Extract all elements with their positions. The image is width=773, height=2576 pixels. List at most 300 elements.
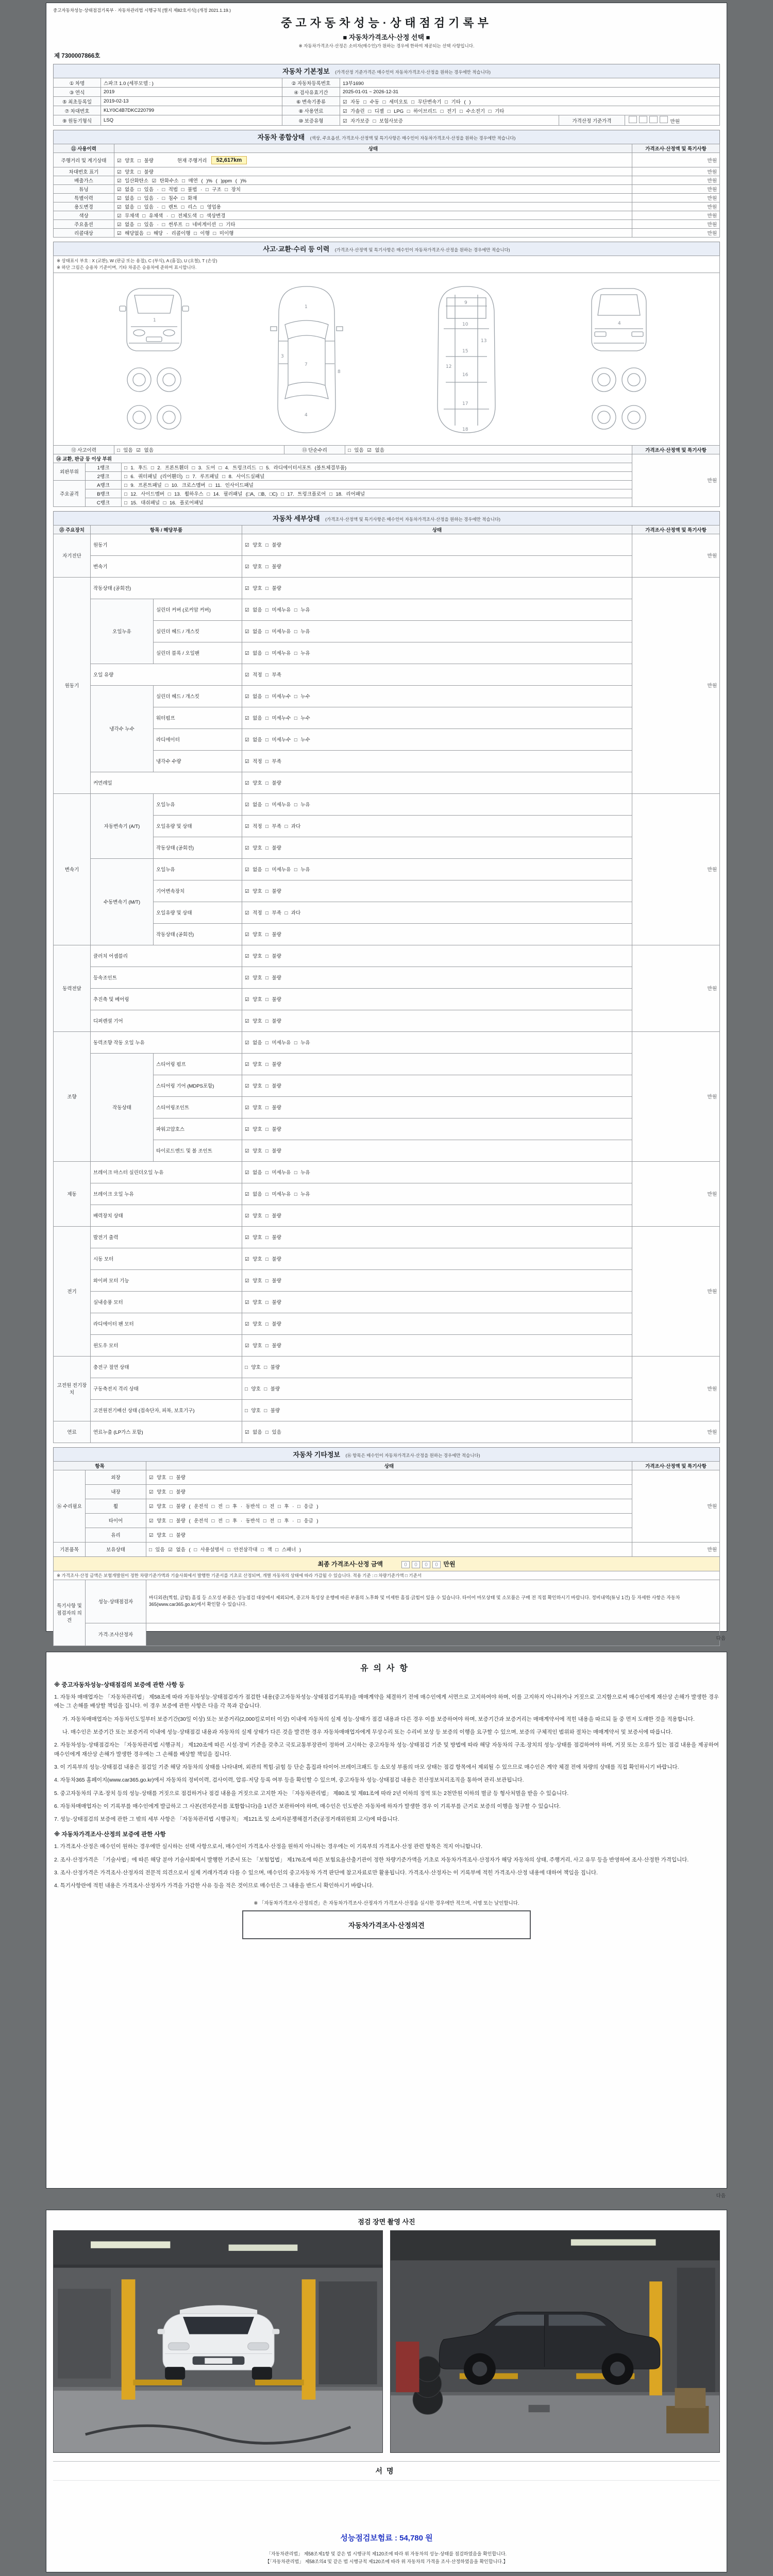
- section-note: (가격조사·산정액 및 특기사항은 매수인이 자동차가격조사·산정을 원하는 경우에만 적습니다): [325, 516, 500, 522]
- section-note: (가격산정 기준가격은 매수인이 자동차가격조사·산정을 원하는 경우에만 적습니다): [335, 70, 491, 75]
- field-value: ☑ 가솔린 □ 디젤 □ LPG □ 하이브리드 □ 전기 □ 수소전기 □ 기타: [340, 106, 720, 115]
- notice-paragraph: 가. 자동차매매업자는 자동차인도일부터 보증기간(30일 이상) 또는 보증거리(2,000킬로미터 이상) 이내에 자동차의 실제 성능·상태가 점검 내용과 다른 경우 이를 보증하여야 하며, 보증기간과 보증거리는 매매계약서에 적힌 내용을 따르되 둘 중 먼저 도래한 것을 적용합니다.: [62, 1716, 695, 1722]
- final-price-note: ※ 가격조사·산정 금액은 보험개발원이 정한 차량기준가액과 기술사회에서 발행한 기준서를 기초로 산정되며, 개별 자동차의 상태에 따라 가감될 수 있습니다. 적용 기준 : □ 차량기준가액 □ 기준서: [53, 1571, 720, 1580]
- exchange-section-label: ⑭ 교환, 판금 등 이상 부위: [54, 454, 632, 463]
- legal-line: 「자동차관리법」 제58조제1항 및 같은 법 시행규칙 제120조에 따라 위 자동차의 성능·상태를 점검하였음을 확인합니다.: [266, 2551, 507, 2556]
- status-cell: □ 양호 □ 불량: [242, 1356, 632, 1378]
- table-row: [54, 642, 720, 664]
- status-cell: ☑ 해당없음 □ 해당 · 리콜이행 □ 이행 □ 미이행: [114, 229, 632, 238]
- car-diagram-underbody-view: [415, 279, 518, 439]
- status-cell: ☑ 양호 □ 불량: [242, 1205, 632, 1226]
- inspection-photo-front: [53, 2230, 383, 2453]
- table-row: [54, 1528, 720, 1542]
- price-digit-box: [649, 116, 658, 123]
- price-cell: 만원: [632, 577, 720, 793]
- status-cell: ☑ 양호 □ 불량: [242, 555, 632, 577]
- field-value: ☑ 자동 □ 수동 □ 세미오토 □ 무단변속기 □ 기타 ( ): [340, 97, 720, 106]
- final-price-value: [400, 1560, 456, 1568]
- notice-paragraph: 3. 조사·산정가격은 가격조사·산정자의 전문적 의견으로서 실제 거래가격과 다를 수 있으며, 매수인의 중고자동차 가격 판단에 참고자료로만 활용됩니다. 가격조사·산정자는 이 기록부에 적힌 가격조사·산정 내용에 대하여 책임을 집니다.: [54, 1870, 598, 1876]
- status-cell: ☑ 일산화탄소 ☑ 탄화수소 □ 매연 ( )% ( )ppm ( )%: [114, 176, 632, 185]
- next-page-link[interactable]: 다음: [716, 2193, 726, 2199]
- column-header: 항목: [54, 1461, 146, 1470]
- item-label: ⑫ 사고이력: [54, 445, 114, 454]
- field-label: ⑦ 차대번호: [54, 106, 101, 115]
- section-title: 자동차 기본정보: [282, 67, 330, 75]
- remarks-table: [53, 1580, 720, 1646]
- table-row: [54, 945, 720, 967]
- accident-history-table: [53, 445, 720, 454]
- rank-label: B랭크: [86, 489, 122, 498]
- item-cell: 변속기: [91, 555, 242, 577]
- status-cell: ☑ 적정 □ 부족: [242, 664, 632, 685]
- table-row: [54, 445, 720, 454]
- status-cell: ☑ 양호 □ 불량: [242, 1118, 632, 1140]
- item-cell: 연료누출 (LP가스 포함): [91, 1421, 242, 1443]
- item-cell: 파워고압호스: [154, 1118, 242, 1140]
- table-row: [54, 880, 720, 902]
- notice-paragraph: 1. 가격조사·산정은 매수인이 원하는 경우에만 실시하는 선택 사항으로서, 매수인이 가격조사·산정을 원하지 아니하는 경우에는 이 기록부의 가격조사·산정 관련 항목은 적지 아니합니다.: [54, 1843, 483, 1850]
- table-row: [54, 1140, 720, 1161]
- detail-condition-table: [53, 525, 720, 1443]
- svg-text:1: 1: [153, 317, 157, 323]
- mileage-value-box: [211, 156, 247, 164]
- photo-row: [53, 2230, 720, 2453]
- column-header: 항목 / 해당부품: [91, 525, 242, 534]
- signature-title: 서명: [53, 2462, 720, 2481]
- item-cell: 시동 모터: [91, 1248, 242, 1269]
- status-cell: ☑ 없음 □ 있음: [242, 1421, 632, 1443]
- status-cell: ☑ 없음 □ 미세누유 □ 누유: [242, 1183, 632, 1205]
- item-label: 외장: [86, 1470, 146, 1484]
- car-diagram-rear-view: [575, 279, 663, 439]
- status-cell: ☑ 적정 □ 부족 □ 과다: [242, 902, 632, 923]
- notice-paragraph: 2. 자동차성능·상태점검자는 「자동차관리법 시행규칙」 제120조에 따른 시설·장비 기준을 갖추고 국토교통부장관이 정하여 고시하는 중고자동차 성능·상태점검 기준 및 방법에 따라 해당 자동차의 구조·장치의 성능·상태를 점검하여야 하며, 거짓 또는 오류가 있는 점검 내용을 제공하여 매수인에게 재산상 손해가 발생한 경우에는 그 손해를 배상할 책임을 집니다.: [54, 1742, 719, 1757]
- status-cell: [114, 153, 632, 167]
- table-row: [54, 176, 720, 185]
- status-cell: □ 있음 ☑ 없음 ( □ 사용설명서 □ 안전삼각대 □ 잭 □ 스패너 ): [146, 1542, 632, 1556]
- status-cell: ☑ 양호 □ 불량: [242, 1334, 632, 1356]
- item-cell: 윈도우 모터: [91, 1334, 242, 1356]
- group-label: ⑯ 수리필요: [54, 1470, 86, 1542]
- table-row: [54, 858, 720, 880]
- table-row: [54, 1470, 720, 1484]
- section-note: (색상, 주요옵션, 가격조사·산정액 및 특기사항은 매수인이 자동차가격조사·산정을 원하는 경우에만 적습니다): [310, 135, 516, 141]
- item-cell: 발전기 출력: [91, 1226, 242, 1248]
- rank-label: C랭크: [86, 498, 122, 506]
- notice-paragraph: 1. 자동차 매매업자는 「자동차관리법」 제58조에 따라 자동차성능·상태점검자가 점검한 내용(중고자동차성능·상태점검기록부)을 매매계약을 체결하기 전에 매수인에게 서면으로 고지하여야 하며, 이를 고지하지 아니하거나 거짓으로 고지함으로써 매수인에게 재산상 손해가 발생한 경우에는 그 손해를 배상할 책임을 집니다. 이 경우 보증에 관한 사항은 다음 각 목과 같습니다.: [54, 1694, 719, 1709]
- status-cell: ☑ 양호 □ 불량: [242, 1313, 632, 1334]
- field-label: ⑨ 원동기형식: [54, 115, 101, 126]
- table-row: [54, 1205, 720, 1226]
- status-cell: ☑ 무채색 □ 유채색 · □ 전체도색 □ 색상변경: [114, 211, 632, 220]
- table-header-row: [54, 525, 720, 534]
- status-checkboxes: ☑ 양호 □ 불량: [117, 158, 154, 164]
- table-row: [54, 78, 720, 88]
- table-row: [54, 1378, 720, 1399]
- item-cell: 브레이크 오일 누유: [91, 1183, 242, 1205]
- car-diagram-box: [53, 273, 720, 446]
- price-cell: 만원: [632, 153, 720, 167]
- field-value: 2019: [101, 88, 282, 97]
- price-opinion-box: 자동차가격조사·산정의견: [242, 1910, 531, 1939]
- section-title: 자동차 기타정보: [293, 1450, 340, 1459]
- item-label: 보유상태: [86, 1542, 146, 1556]
- status-cell: ☑ 양호 □ 불량 ( 운전석 □ 전 □ 후 · 동반석 □ 전 □ 후 · □ 응급 ): [146, 1513, 632, 1528]
- subgroup-label: 자동변속기 (A/T): [91, 793, 154, 858]
- price-unit: 만원: [670, 119, 680, 125]
- notice-paragraph: 6. 자동차매매업자는 이 기록부를 매수인에게 발급하고 그 사본(전자문서를 포함합니다)을 1년간 보관하여야 하며, 매수인은 인도받은 자동차에 하자가 발생한 경우 이 기록부를 근거로 보증의 이행을 청구할 수 있습니다.: [54, 1803, 561, 1809]
- column-header: ⑪ 사용이력: [54, 144, 114, 153]
- table-row: [54, 664, 720, 685]
- notice-paragraph: 4. 특기사항란에 적힌 내용은 가격조사·산정자가 가격을 가감한 사유 등을 적은 것이므로 매수인은 그 내용을 반드시 확인하시기 바랍니다.: [54, 1883, 374, 1889]
- price-digit-box: [639, 116, 647, 123]
- field-value: 스파크 1.0 (세부모델 : ): [101, 78, 282, 88]
- field-label: 가격산정 기준가격: [559, 115, 625, 126]
- document-number: 제 7300007866호: [54, 53, 100, 59]
- item-cell: 오일 유량: [91, 664, 242, 685]
- device-group: 제동: [54, 1161, 91, 1226]
- field-label: ⑤ 최초등록일: [54, 97, 101, 106]
- item-label: 용도변경: [54, 202, 114, 211]
- price-digit-box: [629, 116, 637, 123]
- remarks-group-label: 특기사항 및 점검자의 의견: [54, 1580, 86, 1646]
- item-cell: 오일누유: [154, 858, 242, 880]
- table-header-row: [54, 144, 720, 153]
- status-cell: ☑ 양호 □ 불량: [242, 1248, 632, 1269]
- table-row: [54, 202, 720, 211]
- subgroup-label: 오일누유: [91, 599, 154, 664]
- table-row: [54, 153, 720, 167]
- subgroup-label: 수동변속기 (M/T): [91, 858, 154, 945]
- item-label: 튜닝: [54, 185, 114, 194]
- etc-info-table: [53, 1461, 720, 1557]
- status-cell: ☑ 양호 □ 불량: [146, 1484, 632, 1499]
- price-cell: 만원: [632, 167, 720, 176]
- mileage-value: 52,617: [216, 157, 234, 163]
- item-cell: 브레이크 마스터 실린더오일 누유: [91, 1161, 242, 1183]
- item-cell: 추진축 및 베어링: [91, 988, 242, 1010]
- status-cell: ☑ 양호 □ 불량: [242, 1075, 632, 1096]
- item-cell: 라디에이터: [154, 728, 242, 750]
- mileage-current-label: 현재 주행거리: [177, 158, 207, 164]
- page-subtitle: ■ 자동차가격조사·산정 선택 ■: [343, 33, 430, 41]
- table-row: [54, 1542, 720, 1556]
- price-cell: 만원: [632, 229, 720, 238]
- status-cell: ☑ 없음 □ 미세누유 □ 누유: [242, 642, 632, 664]
- status-cell: ☑ 양호 □ 불량: [242, 1140, 632, 1161]
- item-cell: 작동상태 (공회전): [91, 577, 242, 599]
- table-row: [54, 1313, 720, 1334]
- column-header: 상태: [114, 144, 632, 153]
- price-digit-box: [660, 116, 668, 123]
- price-cell: 만원: [632, 194, 720, 202]
- table-row: [54, 1183, 720, 1205]
- status-cell: ☑ 양호 □ 불량: [242, 1010, 632, 1031]
- table-row: [54, 229, 720, 238]
- item-cell: 스티어링 펌프: [154, 1053, 242, 1075]
- device-group: 동력전달: [54, 945, 91, 1031]
- table-row: [54, 1010, 720, 1031]
- table-row: [54, 772, 720, 793]
- item-label: 휠: [86, 1499, 146, 1513]
- section-overall-header: [53, 130, 720, 144]
- price-digit-box: 0: [422, 1561, 430, 1568]
- field-value: 2019-02-13: [101, 97, 282, 106]
- mileage-unit: km: [233, 157, 242, 163]
- table-row: [54, 728, 720, 750]
- field-value: LSQ: [101, 115, 282, 126]
- price-cell: 만원: [632, 454, 720, 506]
- item-cell: 디퍼렌셜 기어: [91, 1010, 242, 1031]
- price-cell: 만원: [632, 793, 720, 945]
- next-page-link[interactable]: 다음: [716, 1636, 726, 1641]
- column-header: 가격조사·산정액 및 특기사항: [632, 1461, 720, 1470]
- table-header-row: [54, 1461, 720, 1470]
- table-row: [54, 1096, 720, 1118]
- status-cell: ☑ 양호 □ 불량: [242, 1226, 632, 1248]
- group-label: 주요골격: [54, 480, 86, 506]
- table-row: [54, 1291, 720, 1313]
- table-row: [54, 750, 720, 772]
- table-row: [54, 1499, 720, 1513]
- field-value: 13부1690: [340, 78, 720, 88]
- svg-text:4: 4: [304, 412, 308, 418]
- section-basic-header: [53, 64, 720, 78]
- column-header: 가격조사·산정액 및 특기사항: [632, 144, 720, 153]
- item-label: 타이어: [86, 1513, 146, 1528]
- price-digit-box: 0: [401, 1561, 410, 1568]
- inspection-insurance-fee: 성능점검보험료 : 54,780 원: [340, 2534, 433, 2543]
- status-cell: ☑ 없음 □ 미세누수 □ 누수: [242, 685, 632, 707]
- photo-sign-panel: [46, 2210, 727, 2572]
- photo-underbody-svg: [391, 2231, 719, 2452]
- item-cell: 등속조인트: [91, 967, 242, 988]
- main-form-panel: [46, 3, 727, 1638]
- item-label: 주행거리 및 계기상태: [54, 153, 114, 167]
- notice-part1-title: ※ 중고자동차성능·상태점검의 보증에 관한 사항 등: [54, 1682, 185, 1688]
- price-cell: 만원: [632, 1356, 720, 1421]
- status-cell: ☑ 양호 □ 불량: [242, 1269, 632, 1291]
- status-cell: ☑ 양호 □ 불량: [242, 967, 632, 988]
- status-cell: ☑ 양호 □ 불량: [242, 1291, 632, 1313]
- price-cell: 만원: [632, 1031, 720, 1161]
- final-price-row: [53, 1556, 720, 1571]
- field-label: ⑩ 보증유형: [282, 115, 340, 126]
- status-cell: ☑ 적정 □ 부족 □ 과다: [242, 815, 632, 837]
- legal-line: 【「자동차관리법」 제58조의4 및 같은 법 시행규칙 제120조에 따라 위 자동차의 가격을 조사·산정하였음을 확인합니다.】: [265, 2559, 508, 2565]
- rank-label: 1랭크: [86, 463, 122, 471]
- status-cell: ☑ 없음 □ 미세누유 □ 누유: [242, 1031, 632, 1053]
- overall-condition-table: [53, 144, 720, 238]
- table-row: [54, 1075, 720, 1096]
- section-etc-header: [53, 1447, 720, 1462]
- appraiser-label: 가격·조사산정자: [86, 1623, 146, 1646]
- rank-items: □ 6. 쿼터패널 (리어휀더) □ 7. 루프패널 □ 8. 사이드실패널: [122, 471, 632, 480]
- section-note: (⑯ 항목은 매수인이 자동차가격조사·산정을 원하는 경우에만 적습니다): [345, 1452, 480, 1458]
- table-row: [54, 793, 720, 815]
- page-title: 중고자동차성능·상태점검기록부: [281, 16, 492, 29]
- table-row: [54, 1031, 720, 1053]
- table-row: [54, 685, 720, 707]
- item-cell: 실린더 헤드 / 개스킷: [154, 620, 242, 642]
- svg-text:18: 18: [462, 427, 468, 432]
- table-row: [54, 1226, 720, 1248]
- item-cell: 실린더 커버 (로커암 커버): [154, 599, 242, 620]
- table-row: [54, 97, 720, 106]
- price-cell: 만원: [632, 176, 720, 185]
- status-cell: ☑ 양호 □ 불량: [242, 1053, 632, 1075]
- notice-paragraph: 4. 자동차365 홈페이지(www.car365.go.kr)에서 자동차의 정비이력, 검사이력, 압류·저당 등록 여부 등을 확인할 수 있으며, 중고자동차 성능·상태점검 내용은 전산정보처리조직을 통하여 관리·보관됩니다.: [54, 1777, 524, 1784]
- table-row: [54, 88, 720, 97]
- status-cell: □ 있음 ☑ 없음: [114, 445, 284, 454]
- status-cell: ☑ 양호 □ 불량: [242, 1096, 632, 1118]
- table-row: [54, 1161, 720, 1183]
- item-cell: 냉각수 수량: [154, 750, 242, 772]
- column-header: 가격조사·산정액 및 특기사항: [632, 445, 720, 454]
- base-price-value: [625, 115, 720, 126]
- table-row: [54, 1053, 720, 1075]
- table-row: [54, 1269, 720, 1291]
- price-cell: 만원: [632, 534, 720, 577]
- rank-items: □ 15. 대쉬패널 □ 16. 플로어패널: [122, 498, 632, 506]
- svg-text:4: 4: [617, 320, 621, 326]
- item-cell: 라디에이터 팬 모터: [91, 1313, 242, 1334]
- item-cell: 실내송풍 모터: [91, 1291, 242, 1313]
- device-group: 원동기: [54, 577, 91, 793]
- device-group: 조향: [54, 1031, 91, 1161]
- table-row: [54, 489, 720, 498]
- device-group: 전기: [54, 1226, 91, 1356]
- item-label: 주요옵션: [54, 220, 114, 229]
- subgroup-label: 냉각수 누수: [91, 685, 154, 772]
- signature-space: [53, 2481, 720, 2530]
- table-row: [54, 1356, 720, 1378]
- table-row: [54, 815, 720, 837]
- status-cell: ☑ 없음 □ 미세누수 □ 누수: [242, 728, 632, 750]
- car-diagram-top-view: [255, 279, 358, 439]
- status-cell: ☑ 양호 □ 불량 ( 운전석 □ 전 □ 후 · 동반석 □ 전 □ 후 · □ 응급 ): [146, 1499, 632, 1513]
- form-reference: 중고자동차성능·상태점검기록부 · 자동차관리법 시행규칙 [별지 제82호서식] (개정 2021.1.19.): [53, 8, 231, 13]
- price-digit-box: 0: [412, 1561, 420, 1568]
- notice-paragraph: 3. 이 기록부의 성능·상태점검 내용은 점검일 기준 해당 자동차의 상태를 나타내며, 외관의 찍힘·긁힘 등 단순 흠집과 타이어·브레이크패드 등 소모성 부품의 마모 상태는 점검 항목에서 제외될 수 있으므로 매수인은 계약 체결 전에 차량의 상태를 직접 확인하시기 바랍니다.: [54, 1764, 679, 1770]
- status-cell: ☑ 양호 □ 불량: [242, 988, 632, 1010]
- svg-text:9: 9: [464, 300, 467, 306]
- status-cell: ☑ 없음 □ 미세누유 □ 누유: [242, 599, 632, 620]
- item-cell: 와이퍼 모터 기능: [91, 1269, 242, 1291]
- status-cell: ☑ 없음 □ 있음 · □ 썬루프 □ 네비게이션 □ 기타: [114, 220, 632, 229]
- price-cell: 만원: [632, 1226, 720, 1356]
- item-cell: 원동기: [91, 534, 242, 555]
- status-cell: ☑ 양호 □ 불량: [242, 923, 632, 945]
- inspection-photo-underbody: [390, 2230, 720, 2453]
- status-cell: ☑ 없음 □ 있음 · □ 침수 □ 화재: [114, 194, 632, 202]
- item-cell: 클러치 어셈블리: [91, 945, 242, 967]
- page-subnote: ※ 자동차가격조사·산정은 소비자(매수인)가 원하는 경우에 한하여 제공되는 선택 사항입니다.: [298, 43, 475, 48]
- notice-paragraph: 나. 매수인은 보증기간 또는 보증거리 이내에 성능·상태점검 내용과 자동차의 실제 상태가 다른 것을 발견한 경우 자동차매매업자에게 무상수리 또는 수리비 보상 등 보증의 이행을 요구할 수 있으며, 보증의 구체적인 범위와 절차는 매매계약서 및 보증서에 따릅니다.: [62, 1728, 673, 1735]
- status-cell: □ 양호 □ 불량: [242, 1378, 632, 1399]
- item-cell: 오일유량 및 상태: [154, 815, 242, 837]
- price-cell: 만원: [632, 202, 720, 211]
- status-cell: ☑ 없음 □ 미세누수 □ 누수: [242, 707, 632, 728]
- field-value: KLY0C4B7DKC220799: [101, 106, 282, 115]
- table-row: [54, 211, 720, 220]
- accident-legend: [53, 256, 720, 273]
- notice-part2-title: ※ 자동차가격조사·산정의 보증에 관한 사항: [54, 1832, 166, 1838]
- field-label: ④ 검사유효기간: [282, 88, 340, 97]
- item-cell: 작동상태 (공회전): [154, 923, 242, 945]
- status-cell: ☑ 양호 □ 불량: [114, 167, 632, 176]
- item-cell: 고전원전기배선 상태 (접속단자, 피복, 보호기구): [91, 1399, 242, 1421]
- price-digit-box: 0: [432, 1561, 441, 1568]
- table-row: [54, 454, 720, 463]
- device-group: 연료: [54, 1421, 91, 1443]
- status-cell: ☑ 없음 □ 미세누유 □ 누유: [242, 1161, 632, 1183]
- status-cell: ☑ 양호 □ 불량: [242, 772, 632, 793]
- field-label: ③ 연식: [54, 88, 101, 97]
- rank-label: A랭크: [86, 480, 122, 489]
- table-row: [54, 106, 720, 115]
- item-cell: 기어변속장치: [154, 880, 242, 902]
- legal-statements: [53, 2550, 720, 2566]
- table-row: [54, 534, 720, 555]
- svg-text:16: 16: [462, 372, 468, 378]
- item-cell: 실린더 헤드 / 개스킷: [154, 685, 242, 707]
- rank-items: □ 12. 사이드멤버 □ 13. 휠하우스 □ 14. 필러패널 (□A, □B, □C) □ 17. 트렁크플로어 □ 18. 리어패널: [122, 489, 632, 498]
- status-cell: □ 있음 ☑ 없음: [345, 445, 632, 454]
- status-cell: ☑ 양호 □ 불량: [146, 1528, 632, 1542]
- table-row: [54, 1421, 720, 1443]
- status-cell: ☑ 양호 □ 불량: [242, 945, 632, 967]
- item-cell: 커먼레일: [91, 772, 242, 793]
- table-row: [54, 599, 720, 620]
- table-row: [54, 167, 720, 176]
- table-row: [54, 1513, 720, 1528]
- item-label: 배출가스: [54, 176, 114, 185]
- item-label: 색상: [54, 211, 114, 220]
- item-cell: 스티어링조인트: [154, 1096, 242, 1118]
- item-cell: 실린더 블록 / 오일팬: [154, 642, 242, 664]
- table-row: [54, 988, 720, 1010]
- field-label: ① 차명: [54, 78, 101, 88]
- final-price-unit: 만원: [443, 1560, 456, 1568]
- inspector-comment: 바디외관(찍힘, 긁힘) 흠집 등 소모성 부품은 성능점검 대상에서 제외되며, 중고차 특성상 운행에 따른 부품의 노후화 및 미세한 흠집·긁힘이 있을 수 있습니다. 타이어 마모상태 및 소모품은 구매 전 직접 확인하시기 바랍니다. 정비내역(튜닝 1건) 등 자세한 사항은 자동차365(www.car365.go.kr)에서 확인할 수 있습니다.: [146, 1580, 720, 1623]
- status-cell: □ 양호 □ 불량: [242, 1399, 632, 1421]
- price-cell: 만원: [632, 211, 720, 220]
- table-row: [54, 115, 720, 126]
- price-cell: 만원: [632, 1421, 720, 1443]
- item-cell: 배력장치 상태: [91, 1205, 242, 1226]
- section-title: 자동차 세부상태: [273, 514, 320, 522]
- section-title: 자동차 종합상태: [257, 133, 305, 141]
- table-row: [54, 923, 720, 945]
- column-header: 상태: [146, 1461, 632, 1470]
- status-cell: ☑ 없음 □ 있음 · □ 렌트 □ 리스 □ 영업용: [114, 202, 632, 211]
- item-cell: 구동축전지 격리 상태: [91, 1378, 242, 1399]
- price-cell: 만원: [632, 1542, 720, 1556]
- svg-text:13: 13: [481, 338, 487, 344]
- price-cell: 만원: [632, 1161, 720, 1226]
- device-group: 자기진단: [54, 534, 91, 577]
- item-label: 내장: [86, 1484, 146, 1499]
- rank-items: □ 9. 프론트패널 □ 10. 크로스멤버 □ 11. 인사이드패널: [122, 480, 632, 489]
- mileage-status: [117, 156, 629, 164]
- notice-paragraph: 5. 중고자동차의 구조·장치 등의 성능·상태를 거짓으로 점검하거나 점검 내용을 거짓으로 고지한 자는 「자동차관리법」 제80조 및 제81조에 따라 2년 이하의 징역 또는 2천만원 이하의 벌금 등 형사처벌을 받을 수 있습니다.: [54, 1790, 569, 1797]
- photos-title: 점검 장면 촬영 사진: [358, 2218, 415, 2226]
- notice-title: 유의사항: [360, 1664, 413, 1673]
- notice-paragraph: 7. 성능·상태점검의 보증에 관한 그 밖의 세부 사항은 「자동차관리법 시행규칙」 제121조 및 소비자분쟁해결기준(공정거래위원회 고시)에 따릅니다.: [54, 1816, 399, 1823]
- status-cell: ☑ 양호 □ 불량: [146, 1470, 632, 1484]
- section-accident-header: [53, 242, 720, 256]
